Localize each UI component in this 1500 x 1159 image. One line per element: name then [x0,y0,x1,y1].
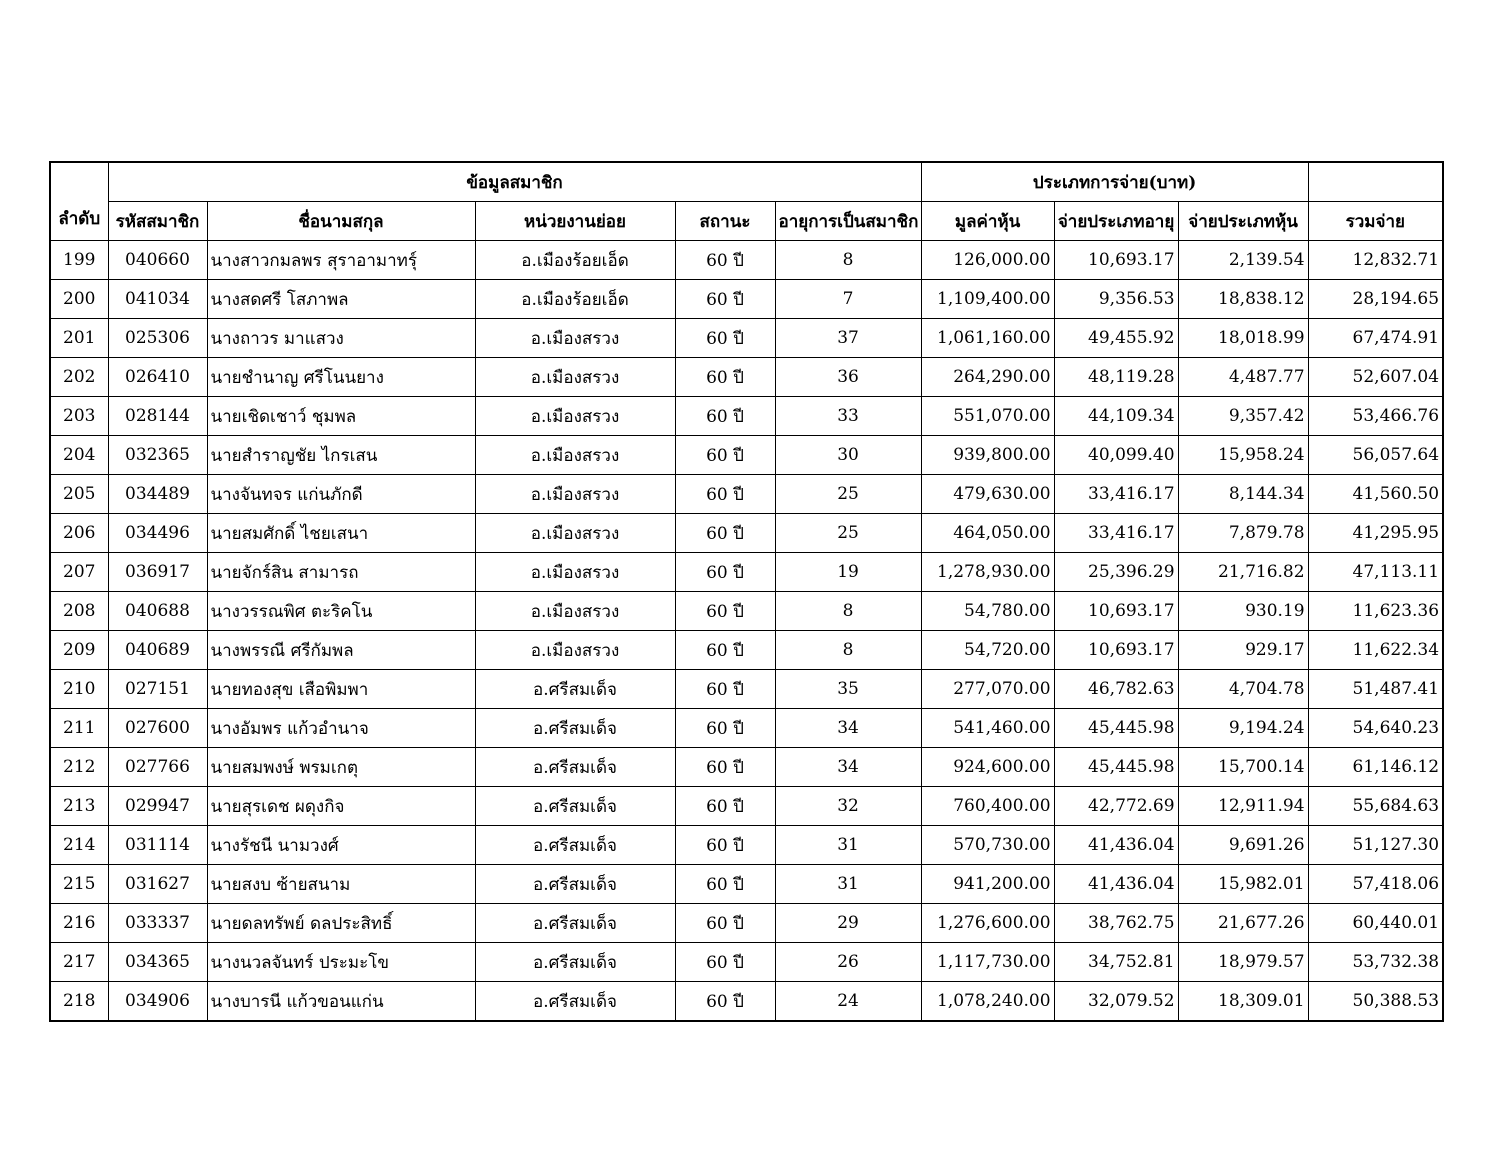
row-name: นางวรรณพิศ ตะริคโน [207,592,475,631]
members-table [49,161,1444,1022]
table-row [50,748,1443,787]
row-years: 7 [775,280,921,319]
row-share-value: 551,070.00 [921,397,1054,436]
table-row [50,982,1443,1022]
row-share-value: 939,800.00 [921,436,1054,475]
table-row [50,397,1443,436]
row-total: 12,832.71 [1308,241,1443,280]
table-row [50,592,1443,631]
row-years: 35 [775,670,921,709]
row-name: นายทองสุข เสือพิมพา [207,670,475,709]
row-total: 47,113.11 [1308,553,1443,592]
row-no: 202 [50,358,108,397]
row-share-value: 264,290.00 [921,358,1054,397]
row-share-value: 1,278,930.00 [921,553,1054,592]
row-no: 199 [50,241,108,280]
table-row [50,319,1443,358]
row-years: 36 [775,358,921,397]
row-unit: อ.ศรีสมเด็จ [475,943,675,982]
row-member-id: 031114 [108,826,207,865]
row-unit: อ.ศรีสมเด็จ [475,904,675,943]
header-group-row [50,162,1443,202]
row-unit: อ.เมืองสรวง [475,436,675,475]
header-status: สถานะ [675,202,775,241]
row-pay-share: 18,838.12 [1178,280,1308,319]
row-years: 25 [775,475,921,514]
row-unit: อ.ศรีสมเด็จ [475,982,675,1022]
row-no: 216 [50,904,108,943]
table-row [50,904,1443,943]
row-no: 212 [50,748,108,787]
row-years: 24 [775,982,921,1022]
row-pay-share: 15,958.24 [1178,436,1308,475]
table-row [50,436,1443,475]
row-unit: อ.เมืองสรวง [475,397,675,436]
row-pay-age: 41,436.04 [1054,865,1178,904]
row-pay-age: 33,416.17 [1054,475,1178,514]
table-row [50,943,1443,982]
row-member-id: 036917 [108,553,207,592]
row-name: นางสาวกมลพร สุราอามาทรุ์ [207,241,475,280]
table-row [50,475,1443,514]
row-unit: อ.เมืองสรวง [475,358,675,397]
row-pay-age: 34,752.81 [1054,943,1178,982]
row-status: 60 ปี [675,475,775,514]
row-years: 19 [775,553,921,592]
row-no: 217 [50,943,108,982]
row-years: 34 [775,709,921,748]
row-status: 60 ปี [675,514,775,553]
row-total: 51,127.30 [1308,826,1443,865]
row-member-id: 031627 [108,865,207,904]
table-row [50,631,1443,670]
row-status: 60 ปี [675,319,775,358]
header-pay-age: จ่ายประเภทอายุ [1054,202,1178,241]
header-total: รวมจ่าย [1308,202,1443,241]
row-share-value: 570,730.00 [921,826,1054,865]
row-status: 60 ปี [675,904,775,943]
row-status: 60 ปี [675,592,775,631]
row-member-id: 027151 [108,670,207,709]
row-name: นายจักร์สิน สามารถ [207,553,475,592]
row-pay-share: 12,911.94 [1178,787,1308,826]
row-pay-share: 18,309.01 [1178,982,1308,1022]
row-name: นางอัมพร แก้วอำนาจ [207,709,475,748]
row-total: 55,684.63 [1308,787,1443,826]
row-name: นางจันทจร แก่นภักดี [207,475,475,514]
table-row [50,865,1443,904]
row-pay-age: 9,356.53 [1054,280,1178,319]
row-no: 208 [50,592,108,631]
row-share-value: 760,400.00 [921,787,1054,826]
row-unit: อ.ศรีสมเด็จ [475,865,675,904]
row-pay-age: 33,416.17 [1054,514,1178,553]
row-total: 51,487.41 [1308,670,1443,709]
row-share-value: 1,117,730.00 [921,943,1054,982]
row-pay-share: 21,677.26 [1178,904,1308,943]
row-name: นายสมพงษ์ พรมเกตุ [207,748,475,787]
row-no: 207 [50,553,108,592]
row-no: 214 [50,826,108,865]
row-name: นายดลทรัพย์ ดลประสิทธิ์ [207,904,475,943]
row-pay-age: 10,693.17 [1054,592,1178,631]
row-unit: อ.เมืองสรวง [475,631,675,670]
table-row [50,514,1443,553]
row-no: 206 [50,514,108,553]
row-years: 33 [775,397,921,436]
row-unit: อ.เมืองสรวง [475,475,675,514]
row-years: 8 [775,241,921,280]
row-member-id: 034496 [108,514,207,553]
row-years: 8 [775,631,921,670]
row-total: 28,194.65 [1308,280,1443,319]
row-total: 56,057.64 [1308,436,1443,475]
row-pay-share: 929.17 [1178,631,1308,670]
row-status: 60 ปี [675,943,775,982]
row-member-id: 033337 [108,904,207,943]
table-row [50,553,1443,592]
header-unit: หน่วยงานย่อย [475,202,675,241]
row-years: 32 [775,787,921,826]
row-unit: อ.เมืองร้อยเอ็ด [475,241,675,280]
row-pay-age: 32,079.52 [1054,982,1178,1022]
row-unit: อ.เมืองสรวง [475,592,675,631]
row-share-value: 1,276,600.00 [921,904,1054,943]
row-member-id: 025306 [108,319,207,358]
row-pay-age: 45,445.98 [1054,709,1178,748]
row-name: นายเชิดเชาว์ ชุมพล [207,397,475,436]
row-pay-share: 15,982.01 [1178,865,1308,904]
row-pay-share: 21,716.82 [1178,553,1308,592]
row-pay-share: 7,879.78 [1178,514,1308,553]
row-member-id: 032365 [108,436,207,475]
row-total: 57,418.06 [1308,865,1443,904]
row-member-id: 040688 [108,592,207,631]
row-pay-share: 9,691.26 [1178,826,1308,865]
row-total: 11,623.36 [1308,592,1443,631]
row-no: 205 [50,475,108,514]
row-years: 31 [775,865,921,904]
row-total: 54,640.23 [1308,709,1443,748]
table-row [50,709,1443,748]
row-name: นายสมศักดิ์ ไชยเสนา [207,514,475,553]
row-name: นายชำนาญ ศรีโนนยาง [207,358,475,397]
row-no: 215 [50,865,108,904]
row-status: 60 ปี [675,358,775,397]
row-share-value: 541,460.00 [921,709,1054,748]
row-share-value: 126,000.00 [921,241,1054,280]
row-total: 53,466.76 [1308,397,1443,436]
row-name: นางรัชนี นามวงศ์ [207,826,475,865]
row-pay-share: 9,357.42 [1178,397,1308,436]
row-member-id: 027600 [108,709,207,748]
row-no: 218 [50,982,108,1022]
row-status: 60 ปี [675,709,775,748]
row-unit: อ.ศรีสมเด็จ [475,670,675,709]
row-share-value: 1,109,400.00 [921,280,1054,319]
row-status: 60 ปี [675,436,775,475]
row-pay-share: 8,144.34 [1178,475,1308,514]
row-total: 53,732.38 [1308,943,1443,982]
row-no: 209 [50,631,108,670]
row-status: 60 ปี [675,865,775,904]
row-share-value: 54,780.00 [921,592,1054,631]
row-years: 30 [775,436,921,475]
row-no: 204 [50,436,108,475]
row-pay-share: 930.19 [1178,592,1308,631]
row-total: 61,146.12 [1308,748,1443,787]
row-share-value: 277,070.00 [921,670,1054,709]
table-row [50,670,1443,709]
table-row [50,358,1443,397]
row-name: นางสดศรี โสภาพล [207,280,475,319]
row-share-value: 924,600.00 [921,748,1054,787]
table-row [50,826,1443,865]
row-status: 60 ปี [675,826,775,865]
row-share-value: 1,078,240.00 [921,982,1054,1022]
row-pay-age: 46,782.63 [1054,670,1178,709]
row-member-id: 041034 [108,280,207,319]
row-member-id: 040689 [108,631,207,670]
row-no: 211 [50,709,108,748]
row-status: 60 ปี [675,748,775,787]
row-pay-share: 2,139.54 [1178,241,1308,280]
header-pay-share: จ่ายประเภทหุ้น [1178,202,1308,241]
row-no: 201 [50,319,108,358]
header-payment-group: ประเภทการจ่าย(บาท) [921,162,1308,202]
row-pay-age: 48,119.28 [1054,358,1178,397]
row-name: นางพรรณี ศรีกัมพล [207,631,475,670]
row-unit: อ.เมืองสรวง [475,514,675,553]
row-pay-age: 10,693.17 [1054,631,1178,670]
header-share-value: มูลค่าหุ้น [921,202,1054,241]
header-member-group: ข้อมูลสมาชิก [108,162,921,202]
row-total: 41,295.95 [1308,514,1443,553]
row-pay-share: 4,487.77 [1178,358,1308,397]
row-status: 60 ปี [675,397,775,436]
header-blank [1308,162,1443,202]
row-years: 8 [775,592,921,631]
table-row [50,241,1443,280]
row-status: 60 ปี [675,631,775,670]
row-years: 37 [775,319,921,358]
row-total: 41,560.50 [1308,475,1443,514]
row-no: 203 [50,397,108,436]
row-member-id: 027766 [108,748,207,787]
row-pay-age: 40,099.40 [1054,436,1178,475]
row-name: นางถาวร มาแสวง [207,319,475,358]
row-member-id: 034365 [108,943,207,982]
table-row [50,280,1443,319]
row-no: 213 [50,787,108,826]
row-unit: อ.เมืองสรวง [475,319,675,358]
header-column-row [50,202,1443,241]
row-pay-age: 42,772.69 [1054,787,1178,826]
row-pay-share: 15,700.14 [1178,748,1308,787]
table-body [50,241,1443,1022]
row-no: 210 [50,670,108,709]
row-unit: อ.ศรีสมเด็จ [475,787,675,826]
header-id: รหัสสมาชิก [108,202,207,241]
row-pay-age: 38,762.75 [1054,904,1178,943]
row-share-value: 479,630.00 [921,475,1054,514]
row-status: 60 ปี [675,553,775,592]
row-unit: อ.ศรีสมเด็จ [475,826,675,865]
row-total: 50,388.53 [1308,982,1443,1022]
row-name: นายสงบ ซ้ายสนาม [207,865,475,904]
row-pay-share: 18,979.57 [1178,943,1308,982]
row-status: 60 ปี [675,241,775,280]
header-no: ลำดับ [50,162,108,241]
row-status: 60 ปี [675,787,775,826]
row-name: นายสำราญชัย ไกรเสน [207,436,475,475]
row-years: 34 [775,748,921,787]
row-years: 25 [775,514,921,553]
row-total: 67,474.91 [1308,319,1443,358]
row-share-value: 54,720.00 [921,631,1054,670]
row-name: นางบารนี แก้วขอนแก่น [207,982,475,1022]
row-years: 29 [775,904,921,943]
row-member-id: 040660 [108,241,207,280]
row-years: 26 [775,943,921,982]
row-unit: อ.ศรีสมเด็จ [475,709,675,748]
row-total: 11,622.34 [1308,631,1443,670]
row-pay-age: 25,396.29 [1054,553,1178,592]
header-years: อายุการเป็นสมาชิก [775,202,921,241]
row-unit: อ.ศรีสมเด็จ [475,748,675,787]
row-total: 52,607.04 [1308,358,1443,397]
row-share-value: 1,061,160.00 [921,319,1054,358]
row-no: 200 [50,280,108,319]
row-pay-age: 49,455.92 [1054,319,1178,358]
row-years: 31 [775,826,921,865]
row-member-id: 029947 [108,787,207,826]
header-name: ชื่อนามสกุล [207,202,475,241]
row-member-id: 026410 [108,358,207,397]
row-share-value: 941,200.00 [921,865,1054,904]
row-pay-share: 9,194.24 [1178,709,1308,748]
row-pay-age: 10,693.17 [1054,241,1178,280]
table-row [50,787,1443,826]
row-share-value: 464,050.00 [921,514,1054,553]
row-member-id: 028144 [108,397,207,436]
row-unit: อ.เมืองร้อยเอ็ด [475,280,675,319]
row-status: 60 ปี [675,280,775,319]
row-unit: อ.เมืองสรวง [475,553,675,592]
row-pay-share: 4,704.78 [1178,670,1308,709]
row-member-id: 034489 [108,475,207,514]
row-pay-age: 44,109.34 [1054,397,1178,436]
row-pay-age: 45,445.98 [1054,748,1178,787]
row-total: 60,440.01 [1308,904,1443,943]
row-status: 60 ปี [675,670,775,709]
row-pay-share: 18,018.99 [1178,319,1308,358]
row-status: 60 ปี [675,982,775,1022]
row-name: นางนวลจันทร์ ประมะโข [207,943,475,982]
row-name: นายสุรเดช ผดุงกิจ [207,787,475,826]
row-pay-age: 41,436.04 [1054,826,1178,865]
row-member-id: 034906 [108,982,207,1022]
